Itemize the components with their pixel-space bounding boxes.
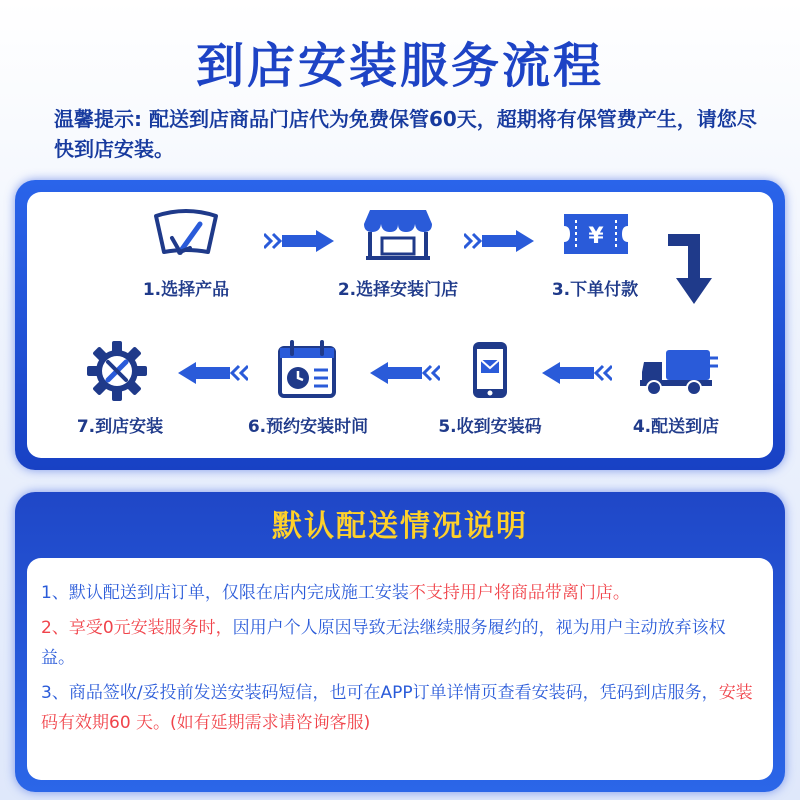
step-label: 1.选择产品 (142, 280, 230, 300)
step-label: 2.选择安装门店 (337, 280, 459, 300)
arrow-left-icon (540, 362, 612, 384)
gear-tools-icon (86, 340, 148, 402)
step-label: 4.配送到店 (632, 417, 720, 437)
explanation-item-3: 3、商品签收/妥投前发送安装码短信，也可在APP订单详情页查看安装码，凭码到店服务，安装码有效期60 天。(如有延期需求请咨询客服) (41, 683, 753, 733)
windshield-wiper-icon (150, 208, 222, 260)
delivery-truck-icon (640, 346, 720, 396)
step-label: 7.到店安装 (76, 417, 164, 437)
page-title: 到店安装服务流程 (195, 38, 604, 94)
phone-message-icon (470, 340, 510, 400)
step-label: 3.下单付款 (551, 280, 639, 300)
storefront-icon (362, 204, 434, 262)
step-label: 5.收到安装码 (438, 417, 542, 437)
notice-text: 温馨提示: 配送到店商品门店代为免费保管60天，超期将有保管费产生，请您尽快到店安装。 (54, 107, 757, 161)
arrow-left-icon (368, 362, 440, 384)
arrow-turn-down-icon (668, 232, 720, 308)
explanation-item-1: 1、默认配送到店订单，仅限在店内完成施工安装不支持用户将商品带离门店。 (41, 583, 630, 603)
arrow-right-icon (264, 230, 336, 252)
explanation-item-2: 2、享受0元安装服务时，因用户个人原因导致无法继续服务履约的，视为用户主动放弃该权益。 (41, 618, 726, 668)
arrow-left-icon (176, 362, 248, 384)
calendar-clock-icon (276, 340, 340, 400)
payment-ticket-icon (560, 208, 632, 260)
arrow-right-icon (464, 230, 536, 252)
svg-text:¥: ¥ (588, 224, 604, 249)
explanation-title: 默认配送情况说明 (272, 509, 528, 544)
explanation-body (27, 558, 773, 780)
step-label: 6.预约安装时间 (247, 417, 369, 437)
